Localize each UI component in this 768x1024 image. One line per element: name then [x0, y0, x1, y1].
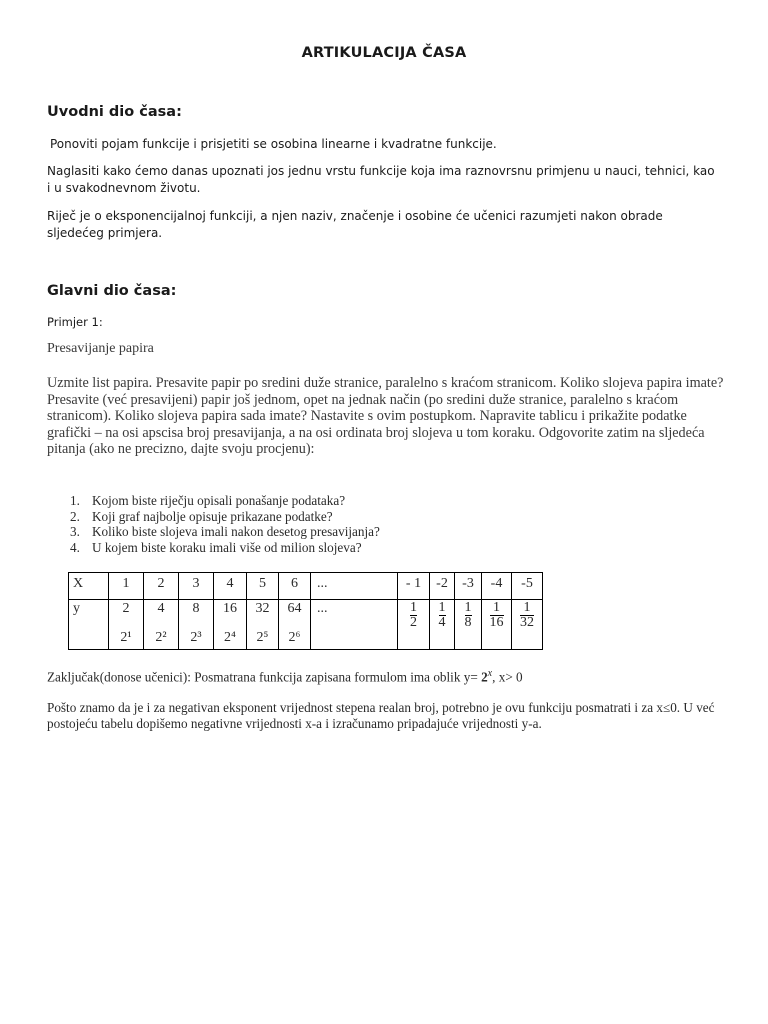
table-cell: -3	[455, 573, 482, 600]
table-cell: - 1	[398, 573, 430, 600]
table-cell: 5	[247, 573, 279, 600]
formula-exponent: x	[487, 668, 493, 679]
negative-exponent-note: Pošto znamo da je i za negativan eksponent vrijednost stepena realan broj, potrebno je ovu funkciju posmatrati i za x≤0. U već postojeću tabelu dopišemo negativne vrijednosti x-a i izračunamo pripadajuće vrijednosti y-a.	[47, 700, 715, 731]
formula-base: 2	[481, 669, 488, 685]
table-cell-fraction: $\frac{1}{2}$	[398, 600, 430, 650]
question-text: U kojem biste koraku imali više od milion slojeva?	[92, 540, 362, 556]
table-row-x	[69, 573, 543, 600]
table-cell: 16 2⁴	[214, 600, 247, 650]
table-cell: 4	[214, 573, 247, 600]
table-cell: 6	[279, 573, 311, 600]
table-cell-x-label: X	[69, 573, 109, 600]
conclusion-text: Zaključak(donose učenici): Posmatrana funkcija zapisana formulom ima oblik y=	[47, 669, 478, 685]
table-cell: 4 2²	[144, 600, 179, 650]
table-cell-fraction: $\frac{1}{16}$	[482, 600, 512, 650]
table-row-y	[69, 600, 543, 650]
question-item	[70, 524, 380, 540]
example-text: Uzmite list papira. Presavite papir po sredini duže stranice, paralelno s kraćom stranicom. Koliko slojeva papira imate? Presavite (već presavijeni) papir još jednom, opet na jednak način (po sredini duže stranice, paralelno s kraćom stranicom). Koliko slojeva papira sada imate? Nastavite s ovim postupkom. Napravite tablicu i prikažite podatke grafički – na osi apscisa broj presavijanja, a na osi ordinata broj slojeva u tom koraku. Odgovorite zatim na sljedeća pitanja (ako ne precizno, dajte svoju procjenu):	[47, 375, 724, 458]
conclusion	[47, 665, 737, 685]
question-text: Koji graf najbolje opisuje prikazane podatke?	[92, 508, 333, 524]
main-heading: Glavni dio časa:	[47, 283, 177, 299]
formula-condition: , x> 0	[492, 669, 523, 685]
question-number: 3.	[70, 524, 80, 540]
intro-paragraph-3: Riječ je o eksponencijalnoj funkciji, a njen naziv, značenje i osobine će učenici razumjeti nakon obrade sljedećeg primjera.	[47, 209, 663, 240]
table-cell-fraction: $\frac{1}{8}$	[455, 600, 482, 650]
question-item	[70, 540, 380, 556]
intro-paragraph-2: Naglasiti kako ćemo danas upoznati jos jednu vrstu funkcije koja ima raznovrsnu primjenu u nauci, tehnici, kao i u svakodnevnom životu.	[47, 164, 715, 195]
question-text: Koliko biste slojeva imali nakon desetog presavijanja?	[92, 524, 380, 540]
table-cell: -5	[512, 573, 543, 600]
example-title: Presavijanje papira	[47, 341, 154, 356]
intro-paragraph-1: Ponoviti pojam funkcije i prisjetiti se osobina linearne i kvadratne funkcije.	[50, 137, 497, 151]
question-list	[70, 493, 380, 556]
question-number: 4.	[70, 540, 80, 556]
table-cell: -4	[482, 573, 512, 600]
table-cell: 2	[144, 573, 179, 600]
table-cell: 32 2⁵	[247, 600, 279, 650]
table-cell-y-label: y	[69, 600, 109, 650]
document-title: ARTIKULACIJA ČASA	[301, 45, 467, 61]
example-label: Primjer 1:	[47, 315, 103, 329]
question-item	[70, 493, 380, 509]
table-cell-ellipsis: ...	[311, 600, 398, 650]
values-table	[68, 572, 543, 650]
table-cell: 64 2⁶	[279, 600, 311, 650]
table-cell-fraction: $\frac{1}{32}$	[512, 600, 543, 650]
table-cell-ellipsis: ...	[311, 573, 398, 600]
intro-heading: Uvodni dio časa:	[47, 104, 182, 120]
table-cell: 2 2¹	[109, 600, 144, 650]
question-item	[70, 509, 380, 525]
table-cell-fraction: $\frac{1}{4}$	[430, 600, 455, 650]
question-text: Kojom biste riječju opisali ponašanje podataka?	[92, 493, 346, 508]
table-cell: 3	[179, 573, 214, 600]
question-number: 1.	[70, 493, 80, 508]
table-cell: 1	[109, 573, 144, 600]
table-cell: 8 2³	[179, 600, 214, 650]
question-number: 2.	[70, 508, 80, 524]
table-cell: -2	[430, 573, 455, 600]
